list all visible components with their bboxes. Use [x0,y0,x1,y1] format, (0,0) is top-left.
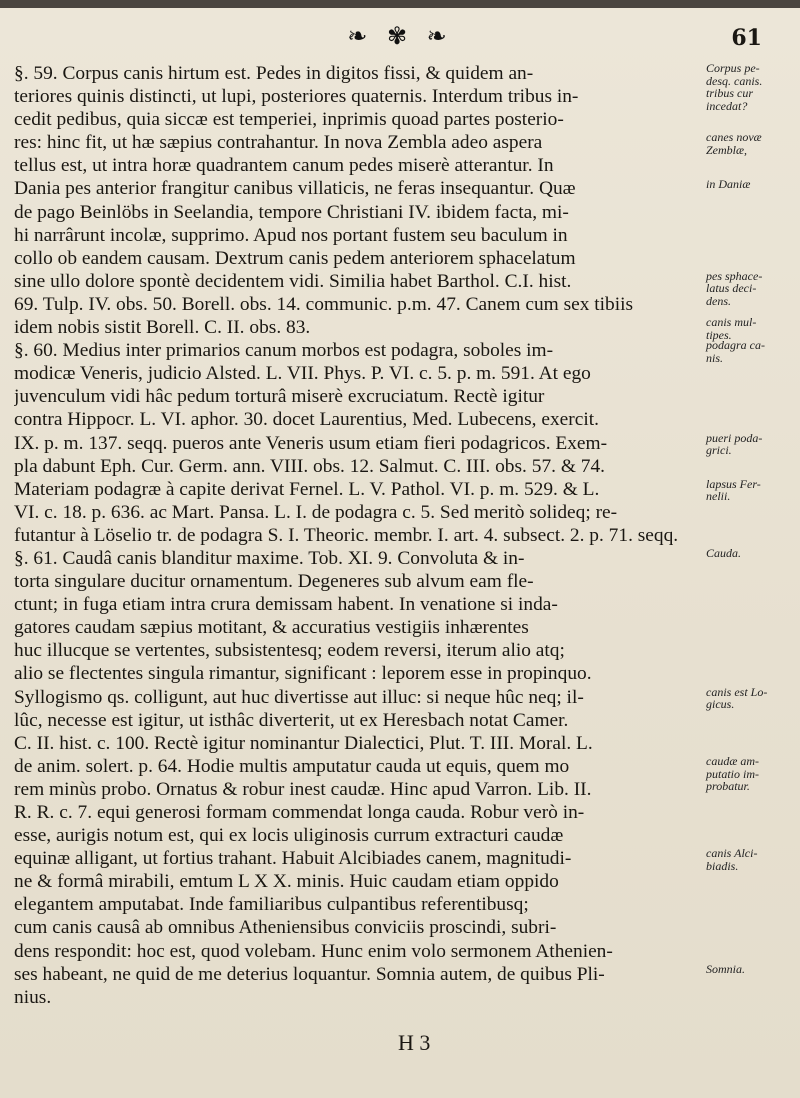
text-line: alio se flectentes singula rimantur, significant : leporem esse in propinquo. [14,663,592,685]
margin-note: pes sphace- latus deci- dens. [706,268,763,308]
text-line: VI. c. 18. p. 636. ac Mart. Pansa. L. I. de podagra c. 5. Sed meritò solideq; re- [14,501,618,523]
text-line: modicæ Veneris, judicio Alsted. L. VII. Phys. P. VI. c. 5. p. m. 591. At ego [14,363,591,385]
text-line: teriores quinis distincti, ut lupi, posteriores quaternis. Interdum tribus in- [14,86,579,108]
margin-note: canis Alci- biadis. [706,846,758,873]
margin-note: pueri poda- grici. [706,430,763,458]
margin-note: caudæ am- putatio im- probatur. [706,754,759,793]
text-line: huc illucque se vertentes, subsistentesq; eodem reversi, iterum alio atq; [14,640,565,662]
header-ornament: ❧ ✾ ❧ [347,22,453,50]
text-line: C. II. hist. c. 100. Rectè igitur nominantur Dialectici, Plut. T. III. Moral. L. [14,732,593,754]
text-line: de anim. solert. p. 64. Hodie multis amputatur cauda ut equis, quem mo [14,755,570,777]
text-line: gatores caudam sæpius motitant, & accuratius vestigiis inhærentes [14,617,529,639]
page-top-edge [0,0,800,8]
text-line: §. 59. Corpus canis hirtum est. Pedes in digitos fissi, & quidem an- [14,63,534,84]
margin-note: lapsus Fer- nelii. [706,476,761,504]
margin-note: Cauda. [706,546,742,561]
page-number: 61 [731,25,762,51]
margin-note: Corpus pe- desq. canis. tribus cur incedat? [706,61,763,113]
text-line: Materiam podagræ à capite derivat Fernel. L. V. Pathol. VI. p. m. 529. & L. [14,478,600,500]
text-line: ses habeant, ne quid de me deterius loquantur. Somnia autem, de quibus Pli- [14,963,605,985]
text-line: idem nobis sistit Borell. C. II. obs. 83. [14,317,311,339]
text-line: R. R. c. 7. equi generosi formam commendat longa cauda. Robur verò in- [14,802,585,823]
margin-note: canis mul- tipes. [706,315,757,342]
text-line: sine ullo dolore spontè decidentem vidi. Similia habet Barthol. C.I. hist. [14,270,572,292]
text-line: hi narrârunt incolæ, supprimo. Apud nos portant fustem seu baculum in [14,224,568,246]
text-line: contra Hippocr. L. VI. aphor. 30. docet Laurentius, Med. Lubecens, exercit. [14,409,599,431]
text-line: collo ob eandem causam. Dextrum canis pedem anteriorem sphacelatum [14,247,576,269]
text-line: Dania pes anterior frangitur canibus villaticis, ne feras insequantur. Quæ [14,178,576,200]
text-line: IX. p. m. 137. seqq. pueros ante Veneris usum etiam fieri podagricos. Exem- [14,432,608,454]
text-line: cedit pedibus, quia siccæ est temperiei, inprimis quoad partes posterio- [14,109,564,131]
text-line: Syllogismo qs. colligunt, aut huc divertisse aut illuc: si neque hûc neq; il- [14,686,584,708]
text-line: §. 61. Caudâ canis blanditur maxime. Tob. XI. 9. Convoluta & in- [14,547,525,569]
text-line: ctunt; in fuga etiam intra crura demissam habent. In venatione si inda- [14,594,558,616]
text-line: lûc, necesse est igitur, ut isthâc diverterit, ut ex Heresbach notat Camer. [14,709,569,731]
text-line: esse, aurigis notum est, qui ex locis uliginosis currum extracturi caudæ [14,825,564,847]
margin-note: in Daniæ [706,176,751,191]
text-line: res: hinc fit, ut hæ sæpius contrahantur. In nova Zembla adeo aspera [14,132,543,154]
text-line: dens respondit: hoc est, quod volebam. Hunc enim volo sermonem Athenien- [14,940,613,962]
text-line: equinæ alligant, ut fortius trahant. Habuit Alcibiades canem, magnitudi- [14,848,572,870]
margin-note: podagra ca- nis. [706,338,765,365]
text-line: rem minùs probo. Ornatus & robur inest caudæ. Hinc apud Varron. Lib. II. [14,778,592,800]
text-line: juvenculum vidi hâc pedum torturâ miserè excruciatum. Rectè igitur [14,386,545,408]
text-line: nius. [14,986,52,1008]
text-line: pla dabunt Eph. Cur. Germ. ann. VIII. obs. 12. Salmut. C. III. obs. 57. & 74. [14,455,605,477]
signature-mark: H 3 [398,1030,431,1055]
text-line: cum canis causâ ab omnibus Atheniensibus conviciis proscindi, subri- [14,917,557,939]
margin-note: canis est Lo- gicus. [706,684,768,712]
margin-note: canes novæ Zemblæ, [706,130,762,157]
main-text-block [14,62,704,1009]
text-line: elegantem amputabat. Inde familiaribus culpantibus referentibusq; [14,894,529,916]
margin-note: Somnia. [706,961,745,976]
text-line: de pago Beinlöbs in Seelandia, tempore Christiani IV. ibidem facta, mi- [14,201,569,223]
text-line: ne & formâ mirabili, emtum L X X. minis. Huic caudam etiam oppido [14,871,559,893]
text-line: 69. Tulp. IV. obs. 50. Borell. obs. 14. communic. p.m. 47. Canem cum sex tibiis [14,293,634,315]
text-line: §. 60. Medius inter primarios canum morbos est podagra, soboles im- [14,340,554,362]
text-line: torta singulare ducitur ornamentum. Degeneres sub alvum eam fle- [14,571,534,593]
text-line: tellus est, ut intra horæ quadrantem canum pedes miserè atterantur. In [14,155,554,177]
text-line: futantur à Löselio tr. de podagra S. I. Theoric. membr. I. art. 4. subsect. 2. p. 71. seqq. [14,524,679,546]
